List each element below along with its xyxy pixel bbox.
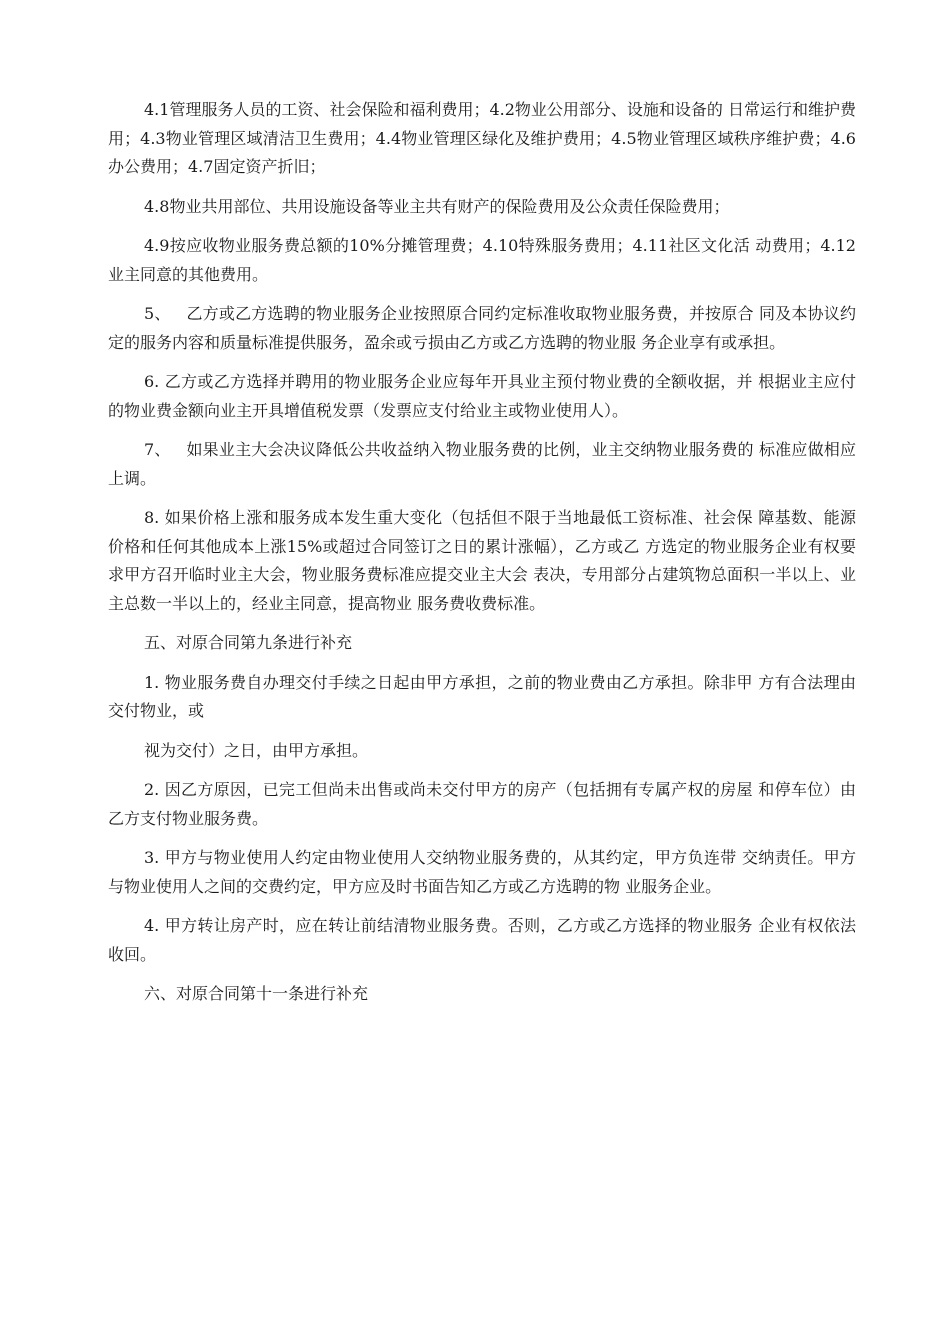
paragraph-4-8: 4.8物业共用部位、共用设施设备等业主共有财产的保险费用及公众责任保险费用； — [144, 196, 730, 216]
paragraph-4-9-to-4-12: 4.9按应收物业服务费总额的10%分摊管理费；4.10特殊服务费用；4.11社区文化活 动费用；4.12业主同意的其他费用。 — [108, 236, 856, 284]
paragraph-item-7: 7、 如果业主大会决议降低公共收益纳入物业服务费的比例，业主交纳物业服务费的 标准应做相应上调。 — [108, 440, 856, 488]
paragraph-item-8: 8. 如果价格上涨和服务成本发生重大变化（包括但不限于当地最低工资标准、社会保 障基数、能源价格和任何其他成本上涨15%或超过合同签订之日的累计涨幅），乙方或乙 方选定的物业服务企业有权要求甲方召开临时业主大会，物业服务费标准应提交业主大会 表决，专用部分占建筑物总面积一半以上、业主总数一半以上的，经业主同意，提高物业 服务费收费标准。 — [108, 508, 856, 613]
section-heading-five: 五、对原合同第九条进行补充 — [144, 633, 353, 652]
paragraph-section5-item-2: 2. 因乙方原因，已完工但尚未出售或尚未交付甲方的房产（包括拥有专属产权的房屋 和停车位）由乙方支付物业服务费。 — [108, 780, 856, 828]
paragraph-item-6: 6. 乙方或乙方选择并聘用的物业服务企业应每年开具业主预付物业费的全额收据，并 根据业主应付的物业费金额向业主开具增值税发票（发票应支付给业主或物业使用人）。 — [108, 372, 856, 420]
paragraph-section5-item-3: 3. 甲方与物业使用人约定由物业使用人交纳物业服务费的，从其约定，甲方负连带 交纳责任。甲方与物业使用人之间的交费约定，甲方应及时书面告知乙方或乙方选聘的物 业服务企业。 — [108, 848, 856, 896]
document-page — [108, 96, 856, 1020]
paragraph-section5-item-4: 4. 甲方转让房产时，应在转让前结清物业服务费。否则，乙方或乙方选择的物业服务 企业有权依法收回。 — [108, 916, 856, 964]
paragraph-4-1-to-4-7: 4.1管理服务人员的工资、社会保险和福利费用；4.2物业公用部分、设施和设备的 日常运行和维护费用；4.3物业管理区域清洁卫生费用；4.4物业管理区绿化及维护费用；4.5物业管理区域秩序维护费；4.6办公费用；4.7固定资产折旧； — [108, 100, 856, 176]
section-heading-six: 六、对原合同第十一条进行补充 — [144, 984, 369, 1003]
paragraph-section5-item-1-continued: 视为交付）之日，由甲方承担。 — [144, 740, 369, 760]
paragraph-section5-item-1: 1. 物业服务费自办理交付手续之日起由甲方承担，之前的物业费由乙方承担。除非甲 方有合法理由交付物业，或 — [108, 672, 856, 720]
paragraph-item-5: 5、 乙方或乙方选聘的物业服务企业按照原合同约定标准收取物业服务费，并按原合 同及本协议约定的服务内容和质量标准提供服务，盈余或亏损由乙方或乙方选聘的物业服 务企业享有或承担。 — [108, 304, 856, 352]
